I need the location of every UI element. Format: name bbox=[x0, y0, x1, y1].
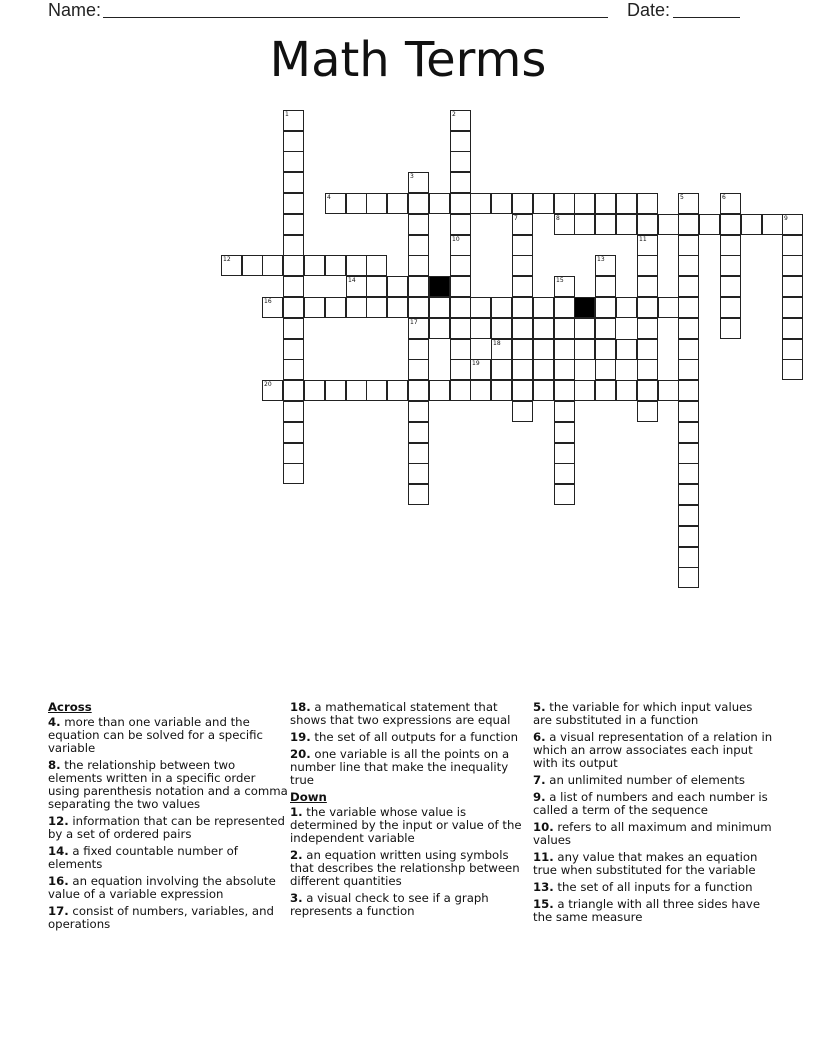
grid-cell[interactable] bbox=[720, 297, 741, 318]
clue-text: a visual check to see if a graph represents a function bbox=[290, 891, 489, 918]
clue-number-17: 17 bbox=[410, 319, 418, 326]
grid-cell[interactable] bbox=[637, 214, 658, 235]
grid-cell[interactable] bbox=[678, 339, 699, 360]
clue-number: 2. bbox=[290, 848, 303, 862]
grid-cell[interactable] bbox=[450, 380, 471, 401]
down-clue bbox=[533, 791, 773, 817]
grid-cell[interactable] bbox=[678, 255, 699, 276]
clue-text: one variable is all the points on a number line that make the inequality true bbox=[290, 747, 510, 787]
grid-cell[interactable] bbox=[283, 422, 304, 443]
clue-number-19: 19 bbox=[472, 360, 480, 367]
grid-cell[interactable] bbox=[720, 276, 741, 297]
grid-cell[interactable] bbox=[283, 443, 304, 464]
grid-cell[interactable] bbox=[450, 276, 471, 297]
grid-cell[interactable] bbox=[387, 193, 408, 214]
grid-cell[interactable] bbox=[678, 235, 699, 256]
grid-cell[interactable] bbox=[512, 276, 533, 297]
grid-cell[interactable] bbox=[595, 318, 616, 339]
grid-cell[interactable] bbox=[637, 380, 658, 401]
grid-cell[interactable] bbox=[762, 214, 783, 235]
grid-cell[interactable] bbox=[637, 297, 658, 318]
clues-column-3 bbox=[533, 701, 773, 928]
grid-cell[interactable] bbox=[491, 318, 512, 339]
grid-cell[interactable] bbox=[387, 276, 408, 297]
grid-cell[interactable] bbox=[554, 297, 575, 318]
grid-cell[interactable] bbox=[678, 401, 699, 422]
grid-cell[interactable] bbox=[616, 297, 637, 318]
across-clue bbox=[290, 701, 530, 727]
grid-cell[interactable] bbox=[491, 380, 512, 401]
grid-cell[interactable] bbox=[346, 297, 367, 318]
clue-number-11: 11 bbox=[639, 236, 647, 243]
clue-number-3: 3 bbox=[410, 173, 414, 180]
grid-cell[interactable] bbox=[366, 276, 387, 297]
grid-cell[interactable] bbox=[366, 380, 387, 401]
grid-cell[interactable] bbox=[242, 255, 263, 276]
clue-number-4: 4 bbox=[327, 194, 331, 201]
grid-cell[interactable] bbox=[450, 131, 471, 152]
clue-number-1: 1 bbox=[285, 111, 289, 118]
clue-number-13: 13 bbox=[597, 256, 605, 263]
grid-cell[interactable] bbox=[637, 276, 658, 297]
grid-cell[interactable] bbox=[283, 297, 304, 318]
grid-cell[interactable] bbox=[637, 255, 658, 276]
date-label: Date: bbox=[627, 0, 671, 20]
grid-cell[interactable] bbox=[491, 359, 512, 380]
clue-text: an unlimited number of elements bbox=[545, 773, 746, 787]
grid-cell[interactable] bbox=[408, 380, 429, 401]
clue-number: 3. bbox=[290, 891, 303, 905]
clue-number-5: 5 bbox=[680, 194, 684, 201]
clue-number-9: 9 bbox=[784, 215, 788, 222]
grid-cell[interactable] bbox=[491, 297, 512, 318]
grid-cell[interactable] bbox=[512, 193, 533, 214]
grid-cell[interactable] bbox=[408, 484, 429, 505]
grid-cell[interactable] bbox=[283, 380, 304, 401]
grid-cell[interactable] bbox=[554, 359, 575, 380]
clue-text: more than one variable and the equation can be solved for a specific variable bbox=[48, 715, 263, 755]
grid-cell[interactable] bbox=[283, 131, 304, 152]
grid-cell[interactable] bbox=[678, 422, 699, 443]
grid-cell[interactable] bbox=[512, 339, 533, 360]
grid-cell[interactable] bbox=[533, 297, 554, 318]
across-clue bbox=[48, 845, 288, 871]
grid-cell[interactable] bbox=[678, 380, 699, 401]
grid-cell[interactable] bbox=[533, 193, 554, 214]
down-clue bbox=[290, 892, 530, 918]
grid-cell[interactable] bbox=[554, 339, 575, 360]
grid-cell[interactable] bbox=[782, 255, 803, 276]
grid-cell[interactable] bbox=[408, 401, 429, 422]
grid-cell[interactable] bbox=[450, 297, 471, 318]
grid-cell[interactable] bbox=[595, 214, 616, 235]
grid-cell[interactable] bbox=[595, 193, 616, 214]
clue-text: the relationship between two elements written in a specific order using parenthesis notation and a comma separating the two values bbox=[48, 758, 288, 811]
across-clue bbox=[290, 748, 530, 787]
grid-cell[interactable] bbox=[512, 255, 533, 276]
grid-cell[interactable] bbox=[574, 193, 595, 214]
grid-cell[interactable] bbox=[283, 359, 304, 380]
grid-cell[interactable] bbox=[346, 255, 367, 276]
grid-cell[interactable] bbox=[408, 193, 429, 214]
clue-number: 6. bbox=[533, 730, 546, 744]
grid-cell[interactable] bbox=[512, 297, 533, 318]
down-clue bbox=[533, 701, 773, 727]
clue-number-10: 10 bbox=[452, 236, 460, 243]
grid-cell[interactable] bbox=[387, 297, 408, 318]
clue-number-12: 12 bbox=[223, 256, 231, 263]
across-clue bbox=[48, 759, 288, 811]
grid-cell[interactable] bbox=[450, 255, 471, 276]
name-label: Name: bbox=[48, 0, 102, 20]
grid-cell[interactable] bbox=[720, 235, 741, 256]
grid-cell[interactable] bbox=[366, 297, 387, 318]
across-clue bbox=[48, 815, 288, 841]
grid-cell[interactable] bbox=[304, 297, 325, 318]
grid-cell[interactable] bbox=[533, 318, 554, 339]
clue-number-20: 20 bbox=[264, 381, 272, 388]
clue-number: 8. bbox=[48, 758, 61, 772]
clue-text: consist of numbers, variables, and operations bbox=[48, 904, 274, 931]
grid-cell[interactable] bbox=[450, 339, 471, 360]
grid-cell[interactable] bbox=[387, 380, 408, 401]
grid-cell[interactable] bbox=[678, 318, 699, 339]
grid-cell[interactable] bbox=[554, 422, 575, 443]
grid-cell[interactable] bbox=[658, 214, 679, 235]
grid-cell[interactable] bbox=[408, 463, 429, 484]
clue-number-8: 8 bbox=[556, 215, 560, 222]
down-clue bbox=[533, 881, 773, 894]
grid-cell[interactable] bbox=[491, 193, 512, 214]
grid-cell[interactable] bbox=[533, 359, 554, 380]
clue-number: 4. bbox=[48, 715, 61, 729]
clue-number: 20. bbox=[290, 747, 311, 761]
grid-cell[interactable] bbox=[699, 214, 720, 235]
black-square bbox=[429, 276, 450, 297]
grid-cell[interactable] bbox=[782, 339, 803, 360]
grid-cell[interactable] bbox=[512, 380, 533, 401]
grid-cell[interactable] bbox=[283, 401, 304, 422]
clue-text: the variable for which input values are substituted in a function bbox=[533, 700, 753, 727]
grid-cell[interactable] bbox=[574, 339, 595, 360]
clue-number: 14. bbox=[48, 844, 69, 858]
grid-cell[interactable] bbox=[325, 255, 346, 276]
grid-cell[interactable] bbox=[450, 359, 471, 380]
clue-text: a fixed countable number of elements bbox=[48, 844, 238, 871]
clue-text: an equation written using symbols that describes the relationshp between different quantities bbox=[290, 848, 520, 888]
across-clue bbox=[290, 731, 530, 744]
grid-cell[interactable] bbox=[408, 297, 429, 318]
grid-cell[interactable] bbox=[574, 380, 595, 401]
grid-cell[interactable] bbox=[678, 359, 699, 380]
clue-text: an equation involving the absolute value of a variable expression bbox=[48, 874, 276, 901]
down-clue bbox=[290, 806, 530, 845]
grid-cell[interactable] bbox=[616, 214, 637, 235]
grid-cell[interactable] bbox=[554, 193, 575, 214]
grid-cell[interactable] bbox=[678, 443, 699, 464]
grid-cell[interactable] bbox=[470, 318, 491, 339]
clue-number: 5. bbox=[533, 700, 546, 714]
grid-cell[interactable] bbox=[283, 339, 304, 360]
clue-text: the set of all outputs for a function bbox=[310, 730, 519, 744]
grid-cell[interactable] bbox=[283, 172, 304, 193]
grid-cell[interactable] bbox=[366, 193, 387, 214]
grid-cell[interactable] bbox=[325, 297, 346, 318]
grid-cell[interactable] bbox=[678, 484, 699, 505]
grid-cell[interactable] bbox=[512, 401, 533, 422]
across-clue bbox=[48, 905, 288, 931]
clue-number-2: 2 bbox=[452, 111, 456, 118]
grid-cell[interactable] bbox=[554, 443, 575, 464]
grid-cell[interactable] bbox=[429, 318, 450, 339]
grid-cell[interactable] bbox=[616, 193, 637, 214]
grid-cell[interactable] bbox=[283, 255, 304, 276]
grid-cell[interactable] bbox=[283, 214, 304, 235]
grid-cell[interactable] bbox=[782, 235, 803, 256]
grid-cell[interactable] bbox=[366, 255, 387, 276]
clue-number: 10. bbox=[533, 820, 554, 834]
grid-cell[interactable] bbox=[595, 380, 616, 401]
grid-cell[interactable] bbox=[678, 276, 699, 297]
grid-cell[interactable] bbox=[637, 401, 658, 422]
clue-number: 1. bbox=[290, 805, 303, 819]
clue-number-15: 15 bbox=[556, 277, 564, 284]
grid-cell[interactable] bbox=[658, 380, 679, 401]
grid-cell[interactable] bbox=[595, 276, 616, 297]
clues-column-1 bbox=[48, 701, 288, 935]
grid-cell[interactable] bbox=[512, 235, 533, 256]
grid-cell[interactable] bbox=[678, 505, 699, 526]
page-title: Math Terms bbox=[269, 32, 547, 88]
clue-number-7: 7 bbox=[514, 215, 518, 222]
grid-cell[interactable] bbox=[429, 380, 450, 401]
grid-cell[interactable] bbox=[782, 297, 803, 318]
grid-cell[interactable] bbox=[450, 318, 471, 339]
grid-cell[interactable] bbox=[408, 443, 429, 464]
grid-cell[interactable] bbox=[512, 359, 533, 380]
grid-cell[interactable] bbox=[283, 193, 304, 214]
clue-number: 9. bbox=[533, 790, 546, 804]
clue-number: 12. bbox=[48, 814, 69, 828]
down-clue bbox=[533, 898, 773, 924]
grid-cell[interactable] bbox=[262, 255, 283, 276]
grid-cell[interactable] bbox=[283, 235, 304, 256]
grid-cell[interactable] bbox=[429, 297, 450, 318]
black-square bbox=[574, 297, 595, 318]
grid-cell[interactable] bbox=[720, 318, 741, 339]
grid-cell[interactable] bbox=[283, 151, 304, 172]
across-clue bbox=[48, 875, 288, 901]
clues-column-2 bbox=[290, 701, 530, 922]
clue-text: refers to all maximum and minimum values bbox=[533, 820, 772, 847]
down-clue bbox=[290, 849, 530, 888]
clue-text: a triangle with all three sides have the same measure bbox=[533, 897, 761, 924]
grid-cell[interactable] bbox=[346, 380, 367, 401]
clue-number: 19. bbox=[290, 730, 311, 744]
clue-number: 18. bbox=[290, 700, 311, 714]
grid-cell[interactable] bbox=[408, 214, 429, 235]
down-heading: Down bbox=[290, 790, 327, 804]
grid-cell[interactable] bbox=[408, 235, 429, 256]
grid-cell[interactable] bbox=[346, 193, 367, 214]
grid-cell[interactable] bbox=[450, 193, 471, 214]
grid-cell[interactable] bbox=[533, 339, 554, 360]
grid-cell[interactable] bbox=[595, 297, 616, 318]
grid-cell[interactable] bbox=[720, 255, 741, 276]
grid-cell[interactable] bbox=[283, 463, 304, 484]
down-clue bbox=[533, 774, 773, 787]
down-clue bbox=[533, 851, 773, 877]
clue-text: a mathematical statement that shows that two expressions are equal bbox=[290, 700, 511, 727]
clue-number: 17. bbox=[48, 904, 69, 918]
clue-number-18: 18 bbox=[493, 340, 501, 347]
clue-text: a list of numbers and each number is called a term of the sequence bbox=[533, 790, 768, 817]
clue-number: 16. bbox=[48, 874, 69, 888]
clue-text: information that can be represented by a set of ordered pairs bbox=[48, 814, 285, 841]
grid-cell[interactable] bbox=[470, 380, 491, 401]
grid-cell[interactable] bbox=[554, 463, 575, 484]
clue-number-16: 16 bbox=[264, 298, 272, 305]
grid-cell[interactable] bbox=[304, 255, 325, 276]
grid-cell[interactable] bbox=[574, 214, 595, 235]
clue-number: 11. bbox=[533, 850, 554, 864]
grid-cell[interactable] bbox=[554, 484, 575, 505]
grid-cell[interactable] bbox=[741, 214, 762, 235]
grid-cell[interactable] bbox=[512, 318, 533, 339]
grid-cell[interactable] bbox=[408, 255, 429, 276]
grid-cell[interactable] bbox=[533, 380, 554, 401]
grid-cell[interactable] bbox=[408, 422, 429, 443]
grid-cell[interactable] bbox=[782, 276, 803, 297]
grid-cell[interactable] bbox=[408, 276, 429, 297]
grid-cell[interactable] bbox=[678, 547, 699, 568]
grid-cell[interactable] bbox=[616, 380, 637, 401]
clue-text: any value that makes an equation true when substituted for the variable bbox=[533, 850, 758, 877]
grid-cell[interactable] bbox=[720, 214, 741, 235]
grid-cell[interactable] bbox=[616, 339, 637, 360]
clue-number-6: 6 bbox=[722, 194, 726, 201]
grid-cell[interactable] bbox=[595, 339, 616, 360]
clue-number-14: 14 bbox=[348, 277, 356, 284]
grid-cell[interactable] bbox=[678, 526, 699, 547]
grid-cell[interactable] bbox=[450, 172, 471, 193]
grid-cell[interactable] bbox=[678, 297, 699, 318]
grid-cell[interactable] bbox=[283, 318, 304, 339]
grid-cell[interactable] bbox=[429, 193, 450, 214]
clue-number: 13. bbox=[533, 880, 554, 894]
grid-cell[interactable] bbox=[782, 318, 803, 339]
down-clue bbox=[533, 731, 773, 770]
clue-text: the variable whose value is determined by the input or value of the independent variable bbox=[290, 805, 522, 845]
grid-cell[interactable] bbox=[637, 193, 658, 214]
clue-number: 7. bbox=[533, 773, 546, 787]
grid-cell[interactable] bbox=[554, 401, 575, 422]
grid-cell[interactable] bbox=[574, 318, 595, 339]
grid-cell[interactable] bbox=[678, 567, 699, 588]
grid-cell[interactable] bbox=[450, 151, 471, 172]
grid-cell[interactable] bbox=[304, 380, 325, 401]
grid-cell[interactable] bbox=[658, 297, 679, 318]
grid-cell[interactable] bbox=[408, 359, 429, 380]
grid-cell[interactable] bbox=[554, 380, 575, 401]
clue-number: 15. bbox=[533, 897, 554, 911]
grid-cell[interactable] bbox=[637, 359, 658, 380]
grid-cell[interactable] bbox=[678, 214, 699, 235]
clue-text: the set of all inputs for a function bbox=[553, 880, 753, 894]
grid-cell[interactable] bbox=[325, 380, 346, 401]
grid-cell[interactable] bbox=[637, 339, 658, 360]
grid-cell[interactable] bbox=[408, 339, 429, 360]
grid-cell[interactable] bbox=[782, 359, 803, 380]
down-clue bbox=[533, 821, 773, 847]
grid-cell[interactable] bbox=[283, 276, 304, 297]
grid-cell[interactable] bbox=[554, 318, 575, 339]
grid-cell[interactable] bbox=[470, 193, 491, 214]
grid-cell[interactable] bbox=[595, 359, 616, 380]
across-heading: Across bbox=[48, 700, 92, 714]
across-clue bbox=[48, 716, 288, 755]
grid-cell[interactable] bbox=[450, 214, 471, 235]
grid-cell[interactable] bbox=[678, 463, 699, 484]
grid-cell[interactable] bbox=[637, 318, 658, 339]
clue-text: a visual representation of a relation in which an arrow associates each input with its output bbox=[533, 730, 773, 770]
grid-cell[interactable] bbox=[470, 297, 491, 318]
